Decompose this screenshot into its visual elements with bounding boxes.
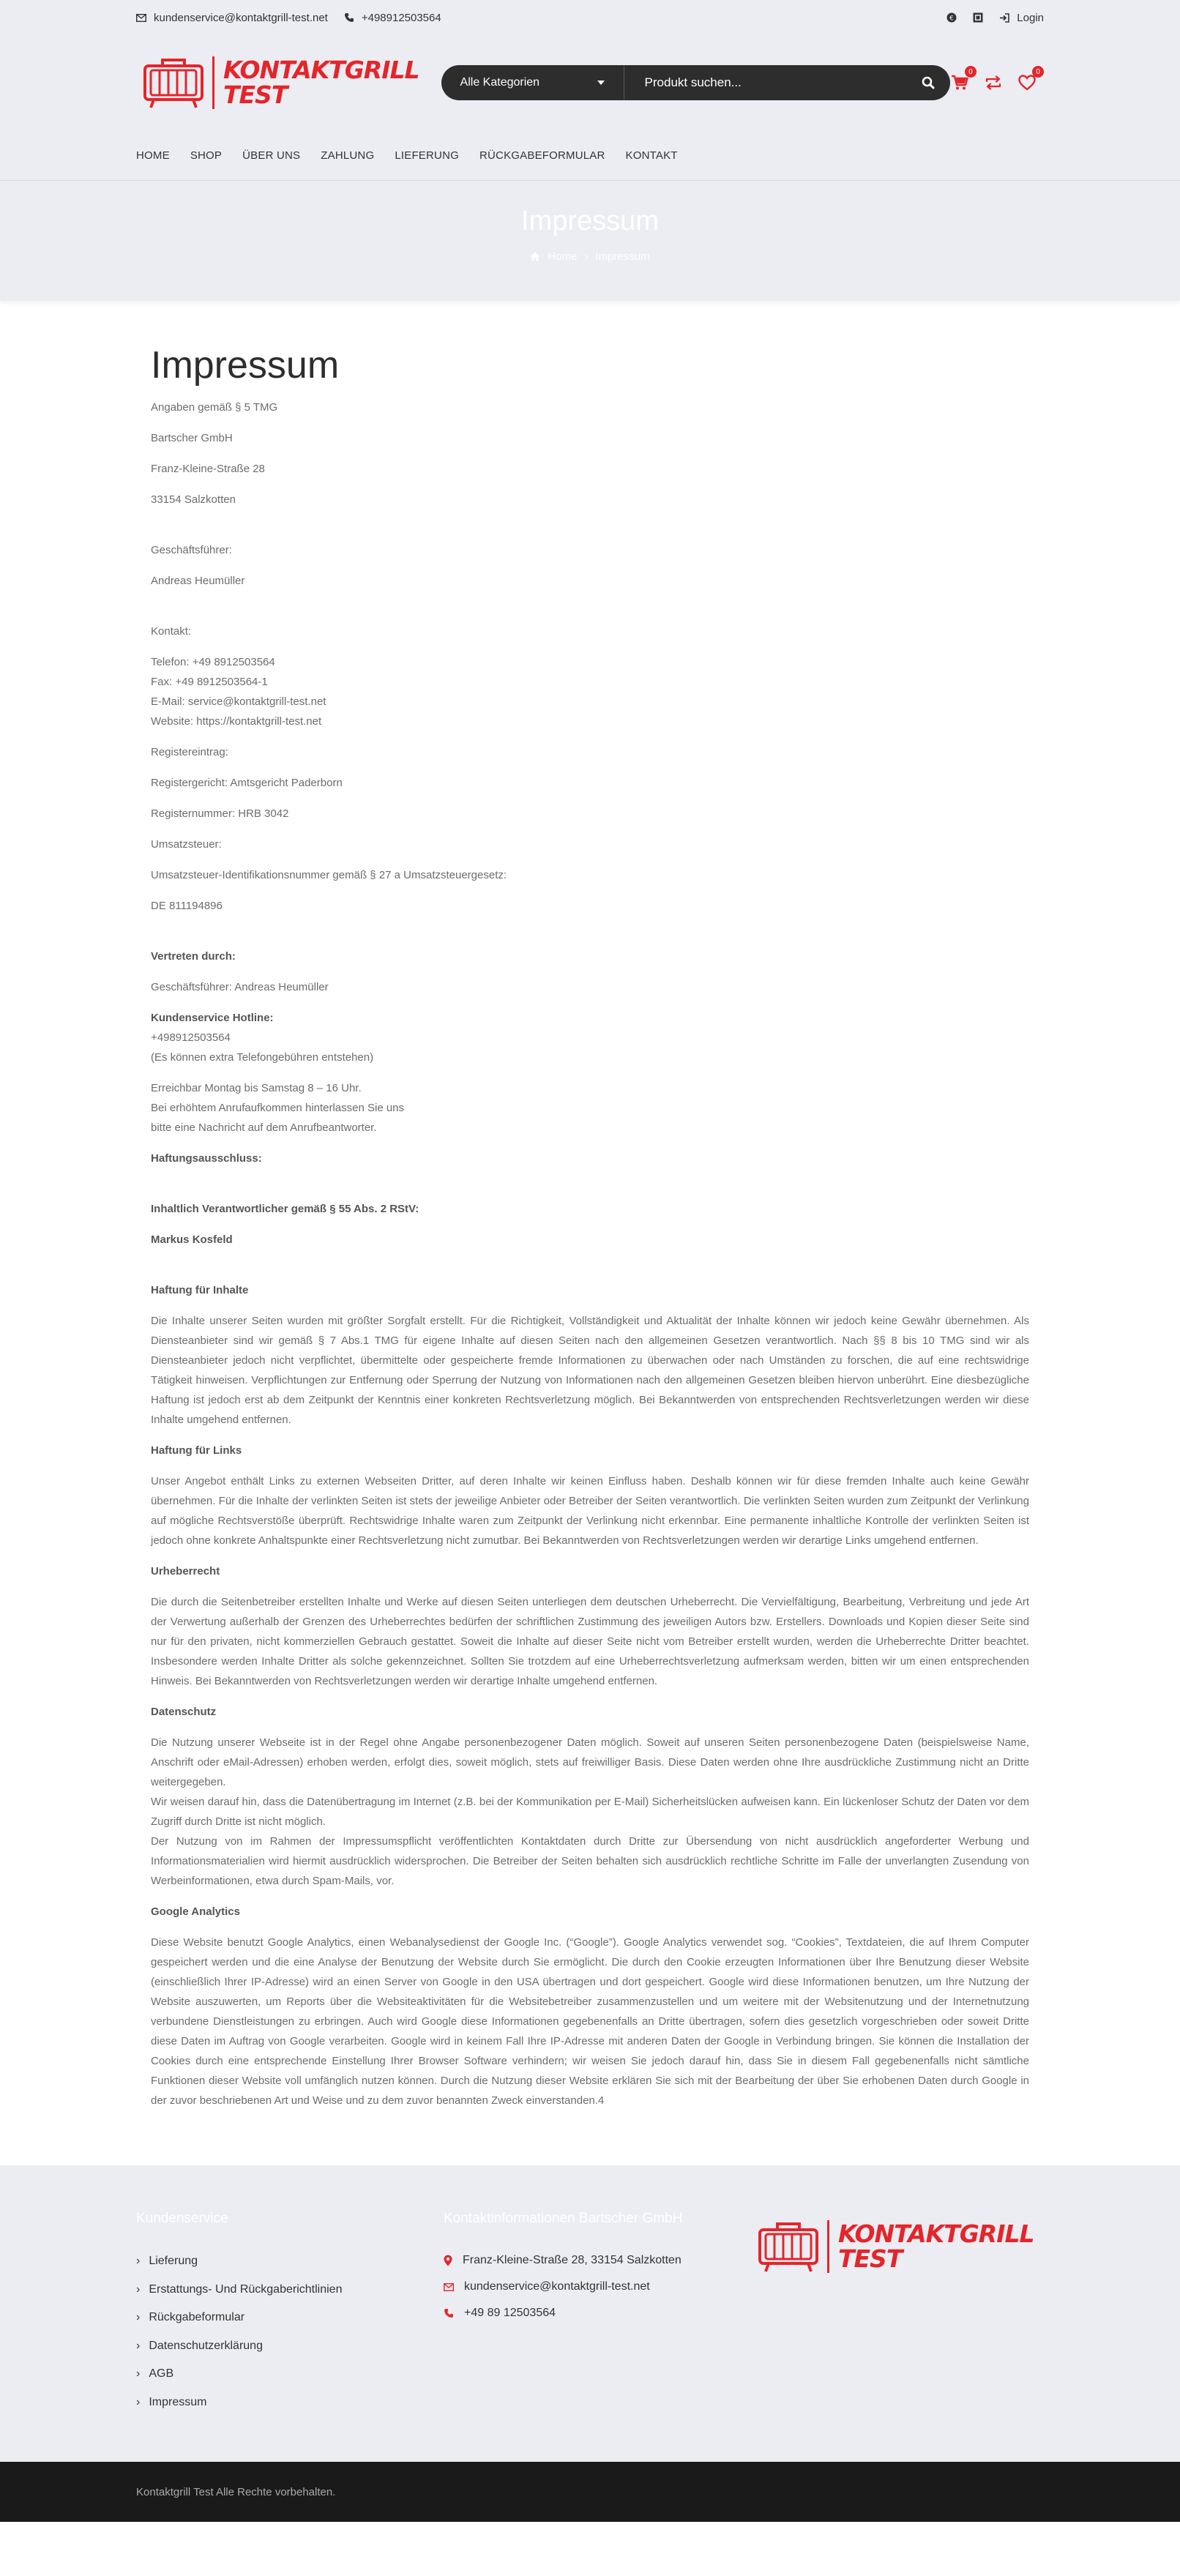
represented-by-text: Geschäftsführer: Andreas Heumüller [151,981,329,993]
footer-email[interactable]: kundenservice@kontaktgrill-test.net [444,2274,758,2300]
wishlist-button[interactable] [1017,67,1040,92]
contact-email: E-Mail: service@kontaktgrill-test.net [151,695,326,708]
breadcrumb [0,250,1180,263]
breadcrumb-home[interactable]: Home [548,250,578,263]
hotline-label: Kundenservice Hotline: [151,1012,274,1024]
company-street: Franz-Kleine-Straße 28 [151,463,265,475]
caret-down-icon [597,81,605,85]
text-analytics: Diese Website benutzt Google Analytics, einen Webanalysedienst der Google Inc. (“Google”). Google Analytics verwendet sog. “Cookies”, Textdateien, die auf Ihrem Computer gespeichert werden und die eine Analyse der Benutzung der Website durch Sie ermöglicht. Die durch den Cookie erzeugten Informationen über Ihre Benutzung dieser Website (einschließlich Ihrer IP-Adresse) wird an einen Server von Google in den USA übertragen und dort gespeichert. Google wird diese Informationen benutzen, um Ihre Nutzung der Website auszuwerten, um Reports über die Websiteaktivitäten für die Websitebetreiber zusammenzustellen und um weitere mit der Websitenutzung und der Internetnutzung verbundene Dienstleistungen zu erbringen. Auch wird Google diese Informationen gegebenenfalls an Dritte übertragen, sofern dies gesetzlich vorgeschrieben oder soweit Dritte diese Daten im Auftrag von Google verarbeiten. Google wird in keinem Fall Ihre IP-Adresse mit anderen Daten der Google in Verbindung bringen. Sie können die Installation der Cookies durch eine entsprechende Einstellung Ihrer Browser Software verhindern; wir weisen Sie jedoch darauf hin, dass Sie in diesem Fall gegebenenfalls nicht sämtliche Funktionen dieser Website voll umfänglich nutzen können. Durch die Nutzung dieser Website erklären Sie sich mit der Bearbeitung der über Sie erhobenen Daten durch Google in der zuvor beschriebenen Art und Weise und zu dem zuvor benannten Zweck einverstanden.4 [151,1936,1029,2107]
heading-liability-links: Haftung für Links [151,1444,242,1457]
cart-count-badge: 0 [965,66,977,78]
site-footer [0,2165,1180,2462]
logo-wordmark: KONTAKTGRILL TEST [223,56,419,109]
currency-icon[interactable] [946,12,957,23]
vat-id: DE 811194896 [151,900,223,912]
logo-divider [212,56,214,109]
page-banner [0,180,1180,301]
footer-col1-title: Kundenservice [136,2211,228,2226]
header-actions [950,67,1040,92]
disclaimer-heading: Haftungsausschluss: [151,1152,262,1165]
map-marker-icon [444,2255,452,2266]
footer-contact-info [444,2211,758,2416]
contact-website: Website: https://kontaktgrill-test.net [151,715,322,728]
contact-label: Kontakt: [151,625,192,638]
vat-label: Umsatzsteuer: [151,838,222,851]
footer-link-rueckgabeformular[interactable]: › Rückgabeformular [136,2311,245,2324]
chevron-right-icon: › [136,2255,141,2268]
text-privacy-2: Wir weisen darauf hin, dass die Datenübertragung im Internet (z.B. bei der Kommunikation per E-Mail) Sicherheitslücken aufweisen kann. Ein lückenloser Schutz der Daten vor dem Zugriff durch Dritte ist nicht möglich. [151,1796,1029,1828]
hours-line-2: Bei erhöhtem Anrufaufkommen hinterlassen Sie uns [151,1102,405,1114]
logo-wordmark: KONTAKTGRILL TEST [838,2220,1034,2273]
search-bar [441,65,950,100]
footer-link-erstattung[interactable]: › Erstattungs- Und Rückgaberichtlinien [136,2282,343,2296]
main-content [0,301,1180,2165]
chevron-right-icon: › [136,2367,141,2381]
topbar-email-link[interactable] [136,12,328,24]
login-icon [999,13,1009,23]
search-input[interactable] [624,65,906,100]
heading-liability-content: Haftung für Inhalte [151,1284,249,1296]
chevron-right-icon: › [136,2395,141,2408]
text-copyright: Die durch die Seitenbetreiber erstellten Inhalte und Werke auf diesen Seiten unterliegen dem deutschen Urheberrecht. Die Vervielfältigung, Bearbeitung, Verbreitung und jede Art der Verwertung außerhalb der Grenzen des Urheberrechtes bedürfen der schriftlichen Zustimmung des jeweiligen Autors bzw. Erstellers. Downloads und Kopien dieser Seite sind nur für den privaten, nicht kommerziellen Gebrauch gestattet. Soweit die Inhalte auf dieser Seite nicht vom Betreiber erstellt wurden, werden die Urheberrechte Dritter beachtet. Insbesondere werden Inhalte Dritter als solche gekennzeichnet. Sollten Sie trotzdem auf eine Urheberrechtsverletzung aufmerksam werden, bitten wir um einen entsprechenden Hinweis. Bei Bekanntwerden von Rechtsverletzungen werden wir derartige Inhalte umgehend entfernen. [151,1596,1029,1687]
login-link[interactable] [999,12,1044,24]
managing-director-label: Geschäftsführer: [151,544,232,556]
topbar-phone-link[interactable] [344,12,441,24]
text-privacy-3: Der Nutzung von im Rahmen der Impressumspflicht veröffentlichten Kontaktdaten durch Dritte zur Übersendung von nicht ausdrücklich angeforderter Werbung und Informationsmaterialien wird hiermit ausdrücklich widersprochen. Die Betreiber der Seiten behalten sich ausdrücklich rechtliche Schritte im Falle der unverlangten Zusendung von Werbeinformationen, etwa durch Spam-Mails, vor. [151,1835,1029,1887]
top-bar [136,0,1044,35]
compare-button[interactable] [984,73,1003,92]
hours-line-3: bitte eine Nachricht auf dem Anrufbeantworter. [151,1121,377,1134]
footer-link-lieferung[interactable]: › Lieferung [136,2255,198,2268]
nav-item-shop[interactable]: SHOP [190,149,223,162]
hotline-number: +498912503564 [151,1031,231,1044]
footer-link-datenschutz[interactable]: › Datenschutzerklärung [136,2339,263,2352]
category-select[interactable] [441,65,624,100]
chevron-right-icon: › [136,2282,141,2296]
footer-col2-title: Kontaktinformationen Bartscher GmbH [444,2211,683,2226]
represented-by-label: Vertreten durch: [151,950,236,963]
chevron-right-icon: › [136,2339,141,2352]
category-select-value: Alle Kategorien [460,76,540,89]
logo-divider [827,2220,829,2273]
footer-customer-service [136,2211,444,2416]
responsible-name: Markus Kosfeld [151,1233,233,1246]
footer-link-impressum[interactable]: › Impressum [136,2395,207,2408]
main-navigation [136,130,1044,180]
envelope-icon [444,2283,454,2291]
footer-phone[interactable]: +49 89 12503564 [444,2300,758,2326]
heart-icon [1018,75,1036,91]
company-name: Bartscher GmbH [151,432,233,444]
register-label: Registereintrag: [151,746,228,758]
vat-text: Umsatzsteuer-Identifikationsnummer gemäß § 27 a Umsatzsteuergesetz: [151,869,507,881]
footer-link-agb[interactable]: › AGB [136,2367,174,2381]
cart-icon [951,75,968,91]
footer-bottom-bar [0,2462,1180,2522]
copyright-text: Kontaktgrill Test Alle Rechte vorbehalten. [136,2485,336,2498]
nav-item-lieferung[interactable]: LIEFERUNG [395,149,459,162]
nav-item-zahlung[interactable]: ZAHLUNG [321,149,375,162]
heading-analytics: Google Analytics [151,1905,240,1918]
wishlist-count-badge: 0 [1032,66,1044,78]
grill-logo-icon [143,56,203,110]
footer-logo[interactable] [758,2220,1034,2274]
svg-text:€: € [949,15,955,23]
contact-phone: Telefon: +49 8912503564 [151,656,275,668]
hours-line-1: Erreichbar Montag bis Samstag 8 – 16 Uhr. [151,1082,362,1094]
register-number: Registernummer: HRB 3042 [151,807,289,820]
site-header [0,0,1180,180]
company-city: 33154 Salzkotten [151,493,236,506]
intro-text: Angaben gemäß § 5 TMG [151,401,278,414]
heading-privacy: Datenschutz [151,1706,217,1718]
nav-item-rueckgabeformular[interactable]: RÜCKGABEFORMULAR [479,149,605,162]
text-privacy-1: Die Nutzung unserer Webseite ist in der Regel ohne Angabe personenbezogener Daten möglich. Soweit auf unseren Seiten personenbezogene Daten (beispielsweise Name, Anschrift oder eMail-Adressen) erhoben werden, erfolgt dies, soweit möglich, stets auf freiwilliger Basis. Diese Daten werden ohne Ihre ausdrückliche Zustimmung nicht an Dritte weitergegeben. [151,1736,1029,1788]
home-icon [530,252,540,261]
search-icon [922,76,935,89]
nav-item-kontakt[interactable]: KONTAKT [625,149,678,162]
text-liability-content: Die Inhalte unserer Seiten wurden mit größter Sorgfalt erstellt. Für die Richtigkeit, Vollständigkeit und Aktualität der Inhalte können wir jedoch keine Gewähr übernehmen. Als Diensteanbieter sind wir gemäß § 7 Abs.1 TMG für eigene Inhalte auf diesen Seiten nach den allgemeinen Gesetzen verantwortlich. Nach §§ 8 bis 10 TMG sind wir als Diensteanbieter jedoch nicht verpflichtet, übermittelte oder gespeicherte fremde Informationen zu überwachen oder nach Umständen zu forschen, die auf eine rechtswidrige Tätigkeit hinweisen. Verpflichtungen zur Entfernung oder Sperrung der Nutzung von Informationen nach den allgemeinen Gesetzen bleiben hiervon unberührt. Eine diesbezügliche Haftung ist jedoch erst ab dem Zeitpunkt der Kenntnis einer konkreten Rechtsverletzung möglich. Bei Bekanntwerden von entsprechenden Rechtsverletzungen werden wir diese Inhalte umgehend entfernen. [151,1315,1029,1426]
text-liability-links: Unser Angebot enthält Links zu externen Webseiten Dritter, auf deren Inhalte wir keinen Einfluss haben. Deshalb können wir für diese fremden Inhalte auch keine Gewähr übernehmen. Für die Inhalte der verlinkten Seiten ist stets der jeweilige Anbieter oder Betreiber der Seiten verantwortlich. Die verlinkten Seiten wurden zum Zeitpunkt der Verlinkung auf mögliche Rechtsverstöße überprüft. Rechtswidrige Inhalte waren zum Zeitpunkt der Verlinkung nicht erkennbar. Eine permanente inhaltliche Kontrolle der verlinkten Seiten ist jedoch ohne konkrete Anhaltspunkte einer Rechtsverletzung nicht zumutbar. Bei Bekanntwerden von Rechtsverletzungen werden wir derartige Links umgehend entfernen. [151,1475,1029,1547]
chevron-right-icon: › [136,2311,141,2324]
envelope-icon [136,14,146,22]
search-button[interactable] [906,65,950,100]
contact-fax: Fax: +49 8912503564-1 [151,676,268,688]
topbar-phone: +498912503564 [361,11,441,24]
footer-logo-col [758,2211,1034,2416]
site-logo[interactable] [143,56,419,110]
hotline-note: (Es können extra Telefongebühren entstehen) [151,1051,374,1064]
nav-item-ueber-uns[interactable]: ÜBER UNS [242,149,301,162]
managing-director-name: Andreas Heumüller [151,575,245,587]
responsible-label: Inhaltlich Verantwortlicher gemäß § 55 Abs. 2 RStV: [151,1203,419,1215]
phone-icon [444,2308,454,2318]
footer-address: Franz-Kleine-Straße 28, 33154 Salzkotten [444,2247,758,2274]
language-flag-icon[interactable] [973,12,983,23]
grill-logo-icon [758,2220,818,2274]
login-label: Login [1017,11,1044,24]
heading-copyright: Urheberrecht [151,1565,220,1578]
header-main [136,35,1044,130]
register-court: Registergericht: Amtsgericht Paderborn [151,777,343,789]
cart-button[interactable] [950,67,973,92]
page-title: Impressum [151,344,340,387]
breadcrumb-separator: › [584,250,589,263]
topbar-email: kundenservice@kontaktgrill-test.net [154,11,328,24]
phone-icon [344,12,354,23]
banner-title: Impressum [521,206,659,236]
nav-item-home[interactable]: HOME [136,149,170,162]
compare-icon [985,75,1002,91]
breadcrumb-current: Impressum [595,250,650,263]
